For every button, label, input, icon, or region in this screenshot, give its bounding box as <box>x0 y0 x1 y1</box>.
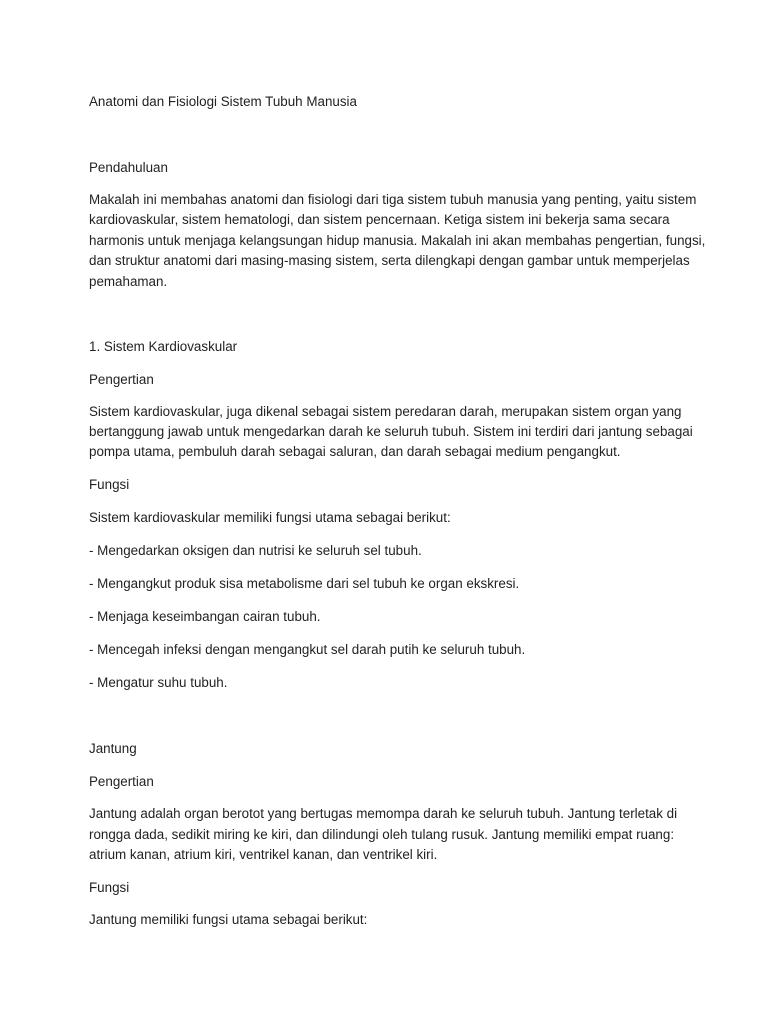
list-item: - Mengangkut produk sisa metabolisme dari sel tubuh ke organ ekskresi. <box>89 576 520 591</box>
intro-line: Makalah ini membahas anatomi dan fisiologi dari tiga sistem tubuh manusia yang penting, yaitu sistem <box>89 192 697 207</box>
paragraph-line: Sistem kardiovaskular, juga dikenal sebagai sistem peredaran darah, merupakan sistem organ yang <box>89 404 682 419</box>
section-heading: Jantung <box>89 741 137 756</box>
subsection-heading: Fungsi <box>89 880 130 895</box>
list-item: - Mengedarkan oksigen dan nutrisi ke seluruh sel tubuh. <box>89 543 422 558</box>
document-title: Anatomi dan Fisiologi Sistem Tubuh Manusia <box>89 94 357 109</box>
paragraph-line: Sistem kardiovaskular memiliki fungsi utama sebagai berikut: <box>89 510 451 525</box>
paragraph-line: atrium kanan, atrium kiri, ventrikel kanan, dan ventrikel kiri. <box>89 847 438 862</box>
subsection-heading: Pengertian <box>89 372 154 387</box>
subsection-heading: Fungsi <box>89 477 130 492</box>
list-item: - Mengatur suhu tubuh. <box>89 675 228 690</box>
paragraph-line: Jantung memiliki fungsi utama sebagai berikut: <box>89 912 368 927</box>
intro-line: pemahaman. <box>89 274 168 289</box>
paragraph-line: rongga dada, sedikit miring ke kiri, dan dilindungi oleh tulang rusuk. Jantung memiliki empat ruang: <box>89 827 675 842</box>
intro-line: kardiovaskular, sistem hematologi, dan sistem pencernaan. Ketiga sistem ini bekerja sama secara <box>89 212 670 227</box>
subsection-heading: Pengertian <box>89 774 154 789</box>
section-heading: 1. Sistem Kardiovaskular <box>89 339 238 354</box>
paragraph-line: pompa utama, pembuluh darah sebagai saluran, dan darah sebagai medium pengangkut. <box>89 444 621 459</box>
list-item: - Menjaga keseimbangan cairan tubuh. <box>89 609 321 624</box>
intro-line: dan struktur anatomi dari masing-masing sistem, serta dilengkapi dengan gambar untuk memperjelas <box>89 253 690 268</box>
intro-heading: Pendahuluan <box>89 160 168 175</box>
intro-line: harmonis untuk menjaga kelangsungan hidup manusia. Makalah ini akan membahas pengertian, fungsi, <box>89 233 706 248</box>
paragraph-line: bertanggung jawab untuk mengedarkan darah ke seluruh tubuh. Sistem ini terdiri dari jantung sebagai <box>89 424 693 439</box>
list-item: - Mencegah infeksi dengan mengangkut sel darah putih ke seluruh tubuh. <box>89 642 526 657</box>
paragraph-line: Jantung adalah organ berotot yang bertugas memompa darah ke seluruh tubuh. Jantung terletak di <box>89 806 678 821</box>
